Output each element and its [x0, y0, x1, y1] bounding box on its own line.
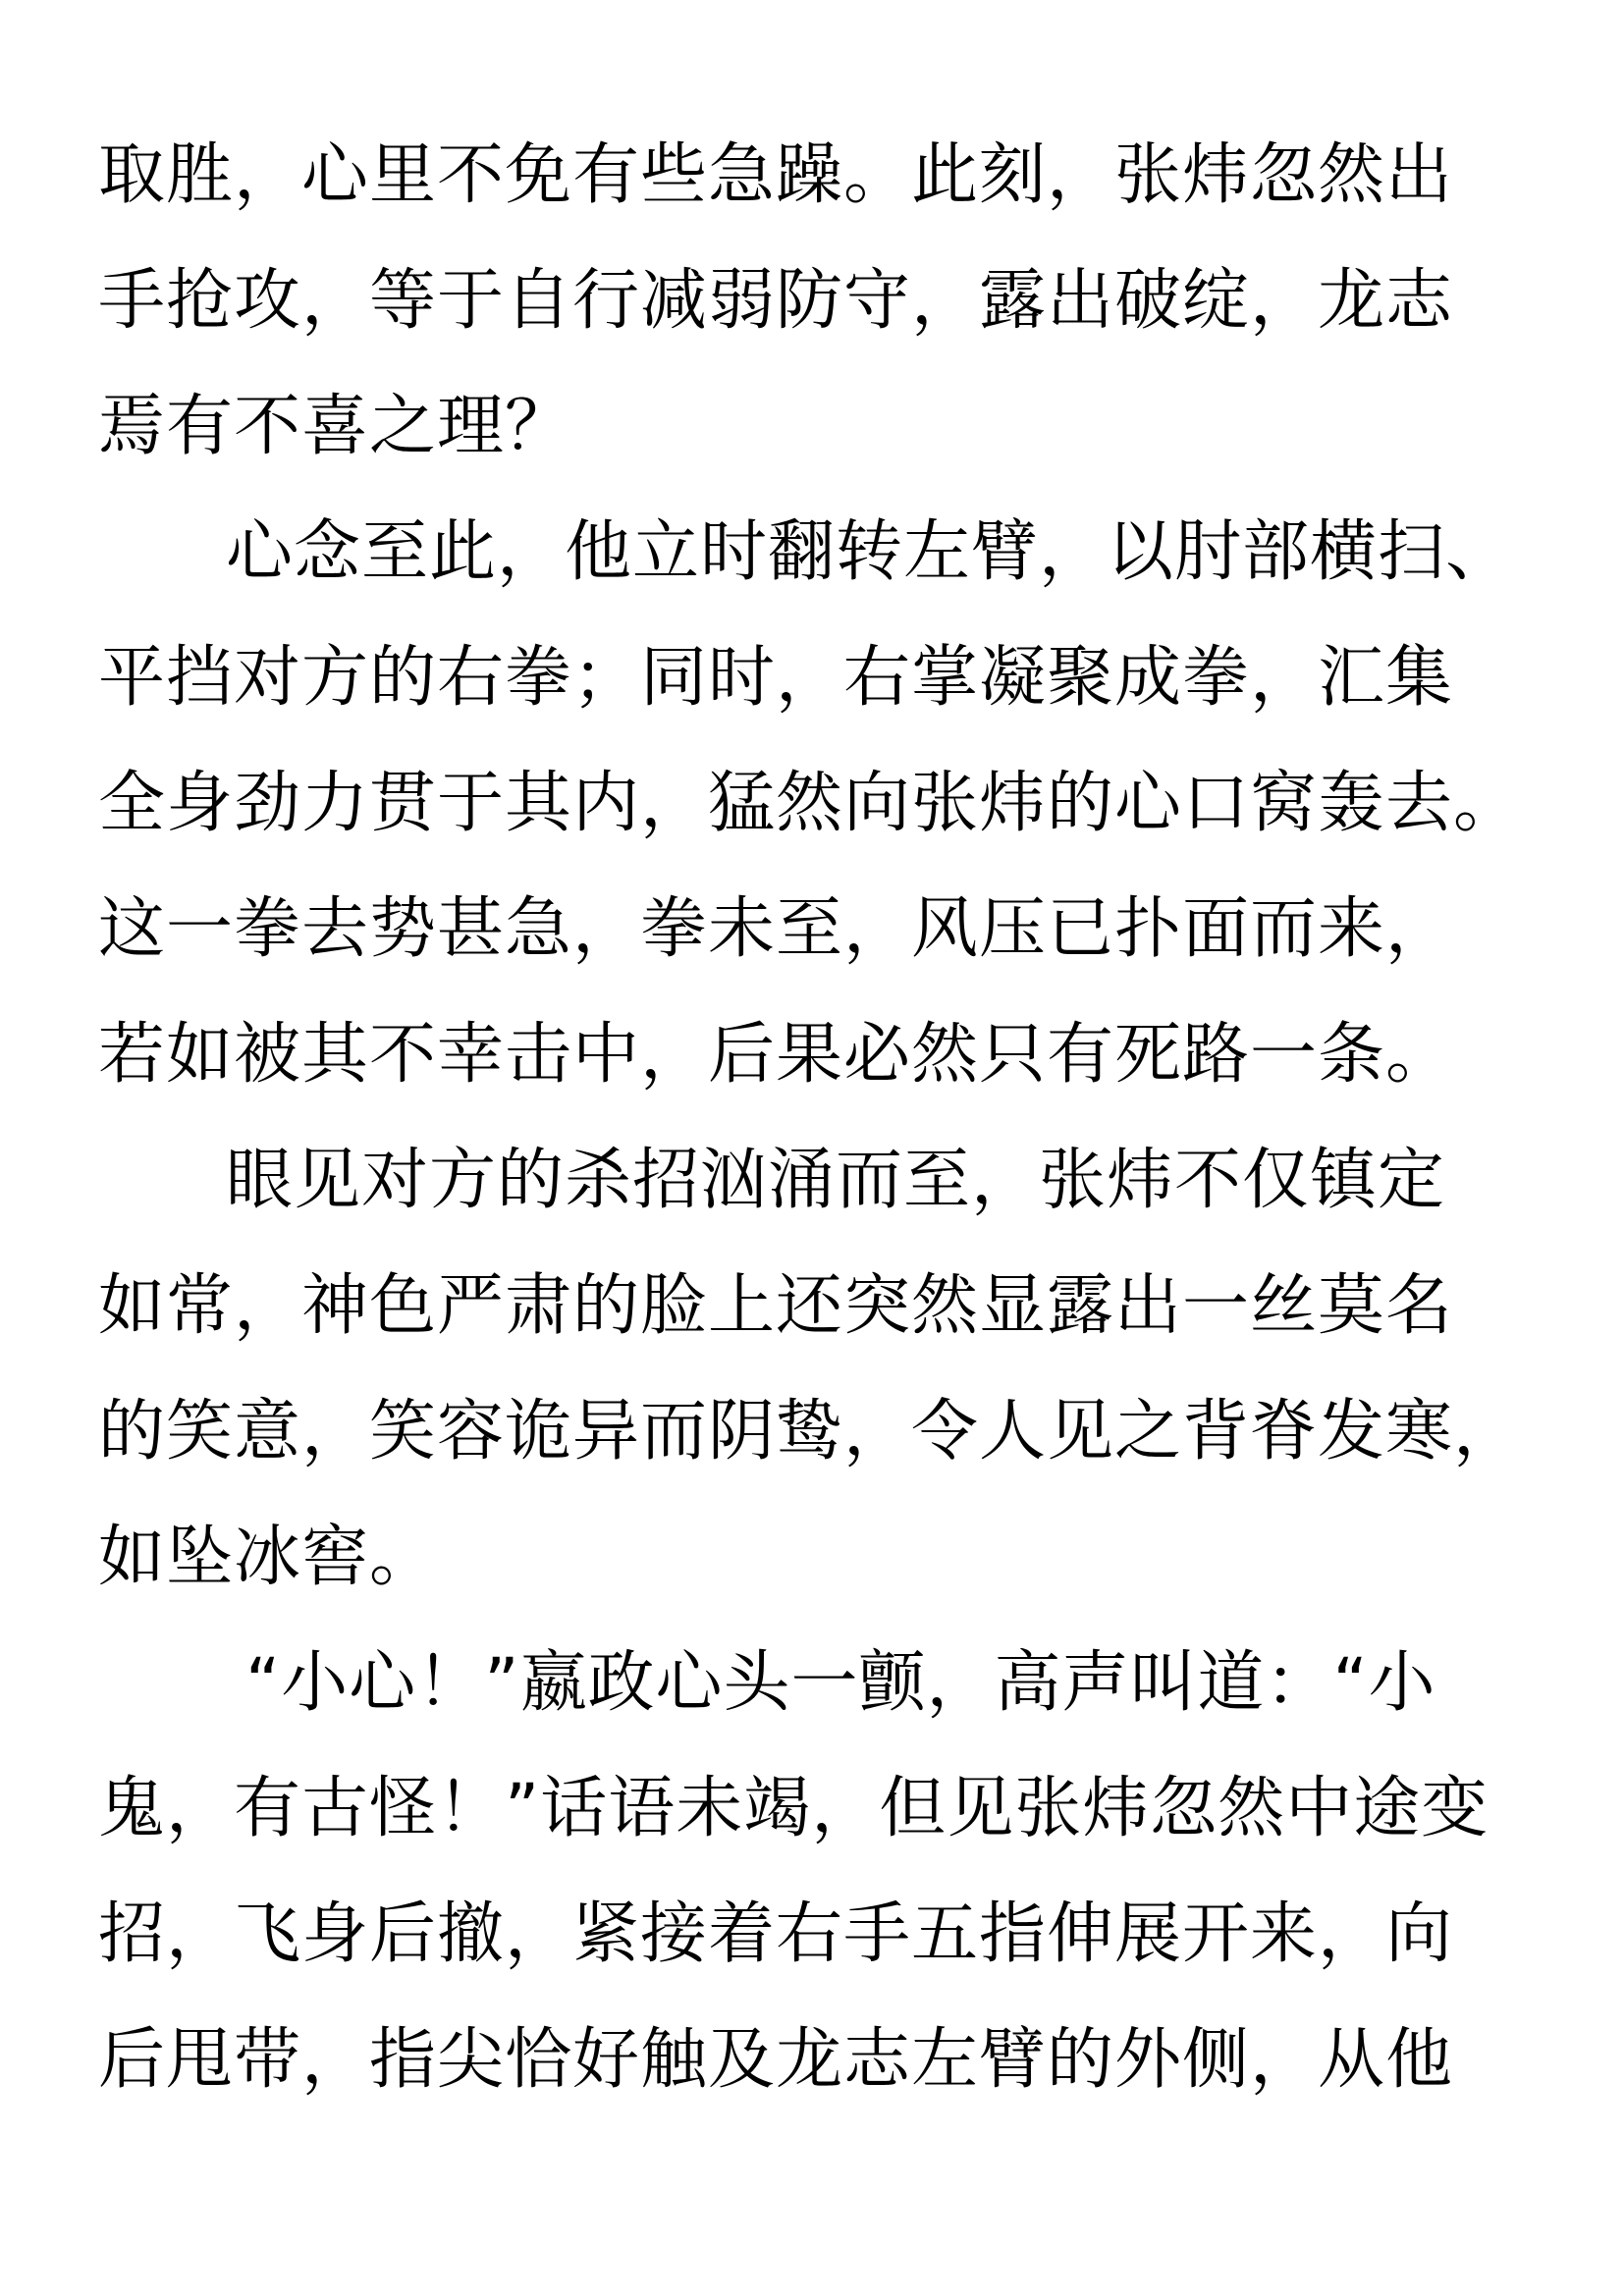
- text-line: 焉有不喜之理？: [98, 388, 573, 465]
- text-line: 招，飞身后撤，紧接着右手五指伸展开来，向: [98, 1896, 1454, 1973]
- text-line: 这一拳去势甚急，拳未至，风压已扑面而来，: [98, 890, 1454, 968]
- paragraph-start-line: 眼见对方的杀招汹涌而至，张炜不仅镇定: [226, 1142, 1446, 1219]
- paragraph-start-line: 心念至此，他立时翻转左臂，以肘部横扫、: [226, 513, 1514, 591]
- text-line: 平挡对方的右拳；同时，右掌凝聚成拳，汇集: [98, 639, 1454, 717]
- text-line: 取胜，心里不免有些急躁。此刻，张炜忽然出: [98, 136, 1454, 214]
- text-line: 鬼，有古怪！”话语未竭，但见张炜忽然中途变: [98, 1770, 1489, 1847]
- text-line: 若如被其不幸击中，后果必然只有死路一条。: [98, 1016, 1454, 1094]
- text-line: 的笑意，笑容诡异而阴鸷，令人见之背脊发寒，: [98, 1393, 1522, 1470]
- text-line: 全身劲力贯于其内，猛然向张炜的心口窝轰去。: [98, 765, 1522, 842]
- body-text: [98, 118, 1542, 2128]
- text-line: 如常，神色严肃的脸上还突然显露出一丝莫名: [98, 1267, 1454, 1345]
- text-line: 后甩带，指尖恰好触及龙志左臂的外侧，从他: [98, 2021, 1454, 2099]
- paragraph-start-line: “小心！”嬴政心头一颤，高声叫道：“小: [245, 1644, 1436, 1722]
- text-line: 如坠冰窖。: [98, 1519, 438, 1596]
- text-line: 手抢攻，等于自行减弱防守，露出破绽，龙志: [98, 262, 1454, 340]
